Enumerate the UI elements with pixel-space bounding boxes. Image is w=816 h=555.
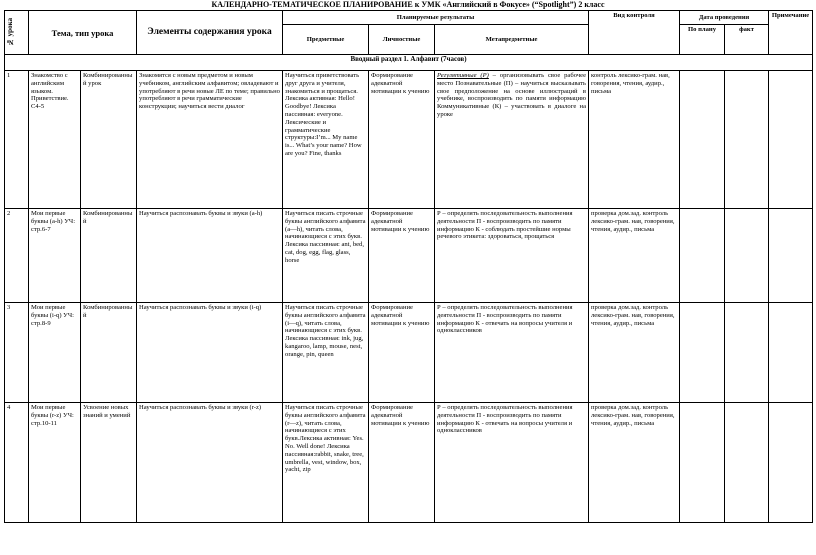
row-4-date-fact <box>725 403 769 523</box>
row-4-date-plan <box>680 403 725 523</box>
row-1-meta-regulative: Регулятивные (Р) <box>437 72 489 79</box>
row-4-num: 4 <box>5 403 29 523</box>
row-3-type: Комбинированный <box>81 303 137 403</box>
row-1-type: Комбинированный урок <box>81 71 137 209</box>
row-3-meta: Р – определять последовательность выполнения деятельности П - воспроизводить по памяти информацию К - отвечать на вопросы учителя и одноклассников <box>435 303 589 403</box>
row-4-notes <box>769 403 813 523</box>
row-1-content: Знакомятся с новым предметом и новым учебником, английским алфавитом; овладевают и употребляют в речи новые ЛЕ по теме; правильно употребляют в речи грамматические конструкции; научиться вести диалог <box>137 71 283 209</box>
header-lesson-num: № урока <box>5 11 29 55</box>
row-1-meta <box>435 71 589 209</box>
row-3-date-fact <box>725 303 769 403</box>
header-notes: Примечание <box>769 11 813 55</box>
header-meta: Метапредметные <box>435 25 589 55</box>
row-2-topic: Мои первые буквы (a-h) УЧ: стр.6-7 <box>29 209 81 303</box>
header-date-plan: По плану <box>680 25 725 55</box>
header-date-fact: факт <box>725 25 769 55</box>
row-4-control: проверка дом.зад. контроль лексико-грам. нав, говорения, чтения, аудир., письма <box>589 403 680 523</box>
row-2-control: проверка дом.зад. контроль лексико-грам. нав, говорения, чтения, аудир., письма <box>589 209 680 303</box>
header-subject: Предметные <box>283 25 369 55</box>
row-4-content: Научиться распознавать буквы и звуки (r-z) <box>137 403 283 523</box>
header-date: Дата проведения <box>680 11 769 25</box>
header-planned-results: Планируемые результаты <box>283 11 589 25</box>
row-3-num: 3 <box>5 303 29 403</box>
section-heading: Вводный раздел 1. Алфавит (7часов) <box>5 55 813 71</box>
header-topic: Тема, тип урока <box>29 11 137 55</box>
row-4-meta: Р – определять последовательность выполнения деятельности П - воспроизводить по памяти информацию К - отвечать на вопросы учителя и одноклассников <box>435 403 589 523</box>
header-personal: Личностные <box>369 25 435 55</box>
row-1-topic: Знакомство с английским языком. Приветствие. С4-5 <box>29 71 81 209</box>
row-1-meta-text: – организовывать свое рабочее место Познавательные (П) – научиться высказывать свое предположение на основе иллюстраций в учебнике, воспроизводить по памяти информацию Коммуникативные (К) – участвовать в диалоге на уроке <box>437 72 587 118</box>
header-control: Вид контроля <box>589 11 680 55</box>
row-2-type: Комбинированный <box>81 209 137 303</box>
row-3-date-plan <box>680 303 725 403</box>
row-1-control: контроль лексико-грам. нав, говорения, чтения, аудир., письма <box>589 71 680 209</box>
row-2-num: 2 <box>5 209 29 303</box>
header-content: Элементы содержания урока <box>137 11 283 55</box>
row-4-type: Усвоение новых знаний и умений <box>81 403 137 523</box>
page-title: КАЛЕНДАРНО-ТЕМАТИЧЕСКОЕ ПЛАНИРОВАНИЕ к УМК «Английский в Фокусе» (“Spotlight”) 2 класс <box>211 0 605 9</box>
row-3-content: Научиться распознавать буквы и звуки (i-q) <box>137 303 283 403</box>
row-3-control: проверка дом.зад. контроль лексико-грам. нав, говорения, чтения, аудир., письма <box>589 303 680 403</box>
row-1-num: 1 <box>5 71 29 209</box>
row-3-topic: Мои первые буквы (i-q) УЧ: стр.8-9 <box>29 303 81 403</box>
row-4-subject: Научиться писать строчные буквы английского алфавита (r—z), читать слова, начинающиеся с этих букв.Лексика активная: Yes. No. Well done! Лексика пассивная:rabbit, snake, tree, umbrella, vest, window, box, yacht, zip <box>283 403 369 523</box>
row-2-subject: Научиться писать строчные буквы английского алфавита (a—h), читать слова, начинающиеся с этих букв. Лексика пассивная: ant, bed, cat, dog, egg, flag, glass, horse <box>283 209 369 303</box>
row-4-topic: Мои первые буквы (r-z) УЧ: стр.10-11 <box>29 403 81 523</box>
row-1-date-fact <box>725 71 769 209</box>
row-2-notes <box>769 209 813 303</box>
row-1-notes <box>769 71 813 209</box>
row-2-content: Научиться распознавать буквы и звуки (a-h) <box>137 209 283 303</box>
row-1-date-plan <box>680 71 725 209</box>
row-2-date-fact <box>725 209 769 303</box>
planning-table <box>4 10 813 523</box>
row-4-personal: Формирование адекватной мотивации к учению <box>369 403 435 523</box>
row-1-subject: Научиться приветствовать друг друга и учителя, знакомиться и прощаться. Лексика активная: Hello! Goodbye! Лексика пассивная: everyone. Лексические и грамматические структуры:I’m... My name is... What’s your name? How are you? Fine, thanks <box>283 71 369 209</box>
row-3-subject: Научиться писать строчные буквы английского алфавита (i—q), читать слова, начинающиеся с этих букв. Лексика пассивная: ink, jug, kangaroo, lamp, mouse, nest, orange, pin, queen <box>283 303 369 403</box>
row-1-personal: Формирование адекватной мотивации к учению <box>369 71 435 209</box>
row-3-personal: Формирование адекватной мотивации к учению <box>369 303 435 403</box>
row-2-date-plan <box>680 209 725 303</box>
row-2-personal: Формирование адекватной мотивации к учению <box>369 209 435 303</box>
row-2-meta: Р – определять последовательность выполнения деятельности П - воспроизводить по памяти информацию К - соблюдать простейшие нормы речевого этикета: здороваться, прощаться <box>435 209 589 303</box>
row-3-notes <box>769 303 813 403</box>
